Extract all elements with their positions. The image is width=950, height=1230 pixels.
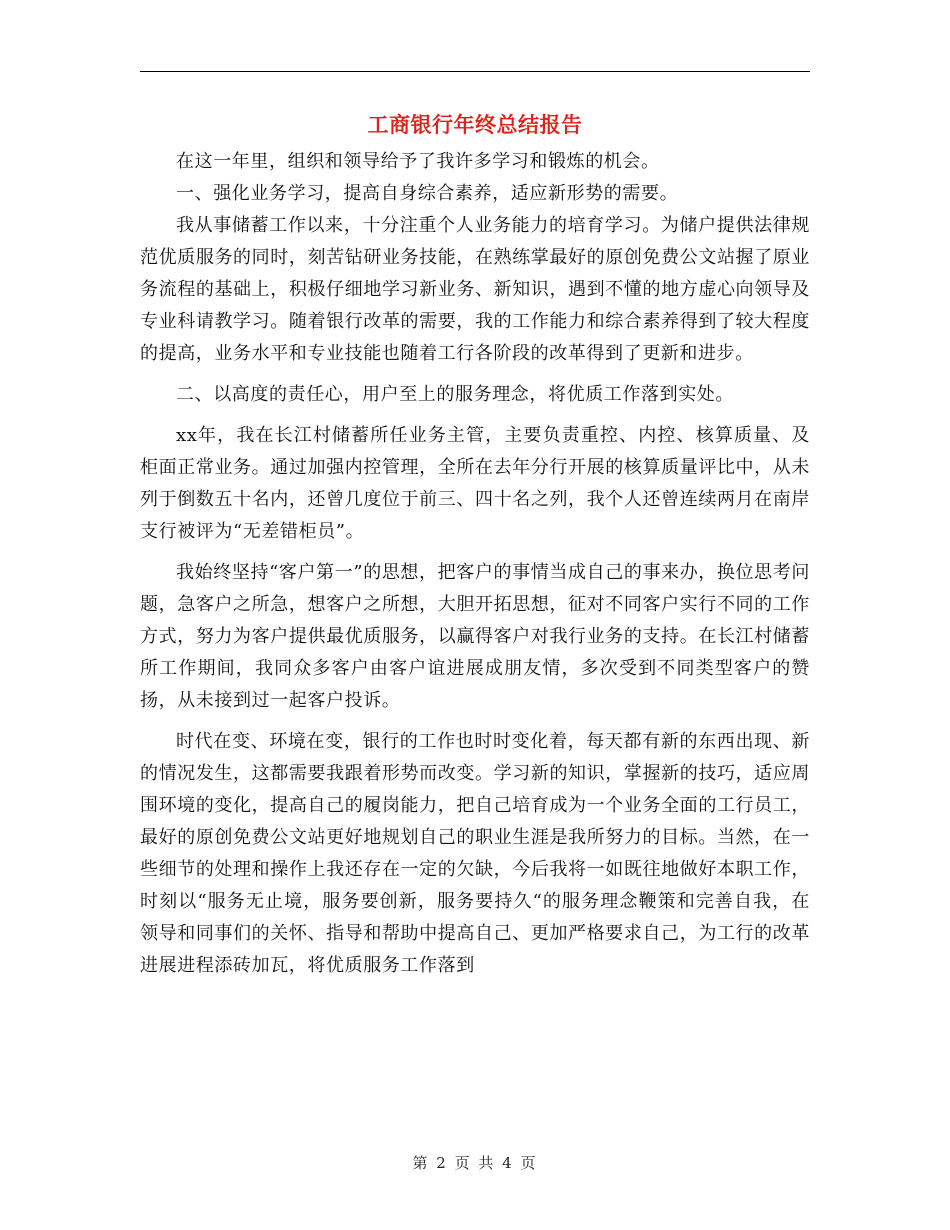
- header-rule: [140, 71, 810, 72]
- paragraph-changing-times: 时代在变、环境在变，银行的工作也时时变化着，每天都有新的东西出现、新的情况发生，这都需要我跟着形势而改变。学习新的知识，掌握新的技巧，适应周围环境的变化，提高自己的履岗能力，把自己培育成为一个业务全面的工行员工，最好的原创免费公文站更好地规划自己的职业生涯是我所努力的目标。当然，在一些细节的处理和操作上我还存在一定的欠缺，今后我将一如既往地做好本职工作，时刻以“服务无止境，服务要创新，服务要持久“的服务理念鞭策和完善自我，在领导和同事们的关怀、指导和帮助中提高自己、更加严格要求自己，为工行的改革进展进程添砖加瓦，将优质服务工作落到: [140, 731, 810, 976]
- page-number-footer: 第 2 页 共 4 页: [412, 1154, 538, 1172]
- document-body: [140, 146, 810, 982]
- paragraph-intro: 在这一年里，组织和领导给予了我许多学习和锻炼的机会。: [176, 151, 660, 172]
- paragraph-heading-2: 二、以高度的责任心，用户至上的服务理念，将优质工作落到实处。: [176, 384, 734, 405]
- paragraph-heading-1: 一、强化业务学习，提高自身综合素养，适应新形势的需要。: [176, 183, 679, 204]
- paragraph-supervisor: xx年，我在长江村储蓄所任业务主管，主要负责重控、内控、核算质量、及柜面正常业务。通过加强内控管理，全所在去年分行开展的核算质量评比中，从未列于倒数五十名内，还曾几度位于前三、四十名之列，我个人还曾连续两月在南岸支行被评为“无差错柜员”。: [140, 425, 810, 542]
- document-title: 工商银行年终总结报告: [367, 113, 583, 137]
- paragraph-study: 我从事储蓄工作以来，十分注重个人业务能力的培育学习。为储户提供法律规范优质服务的同时，刻苦钻研业务技能，在熟练掌最好的原创免费公文站握了原业务流程的基础上，积极仔细地学习新业务、新知识，遇到不懂的地方虚心向领导及专业科请教学习。随着银行改革的需要，我的工作能力和综合素养得到了较大程度的提高，业务水平和专业技能也随着工行各阶段的改革得到了更新和进步。: [140, 215, 810, 364]
- paragraph-customer-first: 我始终坚持“客户第一”的思想，把客户的事情当成自己的事来办，换位思考问题，急客户之所急，想客户之所想，大胆开拓思想，征对不同客户实行不同的工作方式，努力为客户提供最优质服务，以赢得客户对我行业务的支持。在长江村储蓄所工作期间，我同众多客户由客户谊进展成朋友情，多次受到不同类型客户的赞扬，从未接到过一起客户投诉。: [140, 562, 810, 711]
